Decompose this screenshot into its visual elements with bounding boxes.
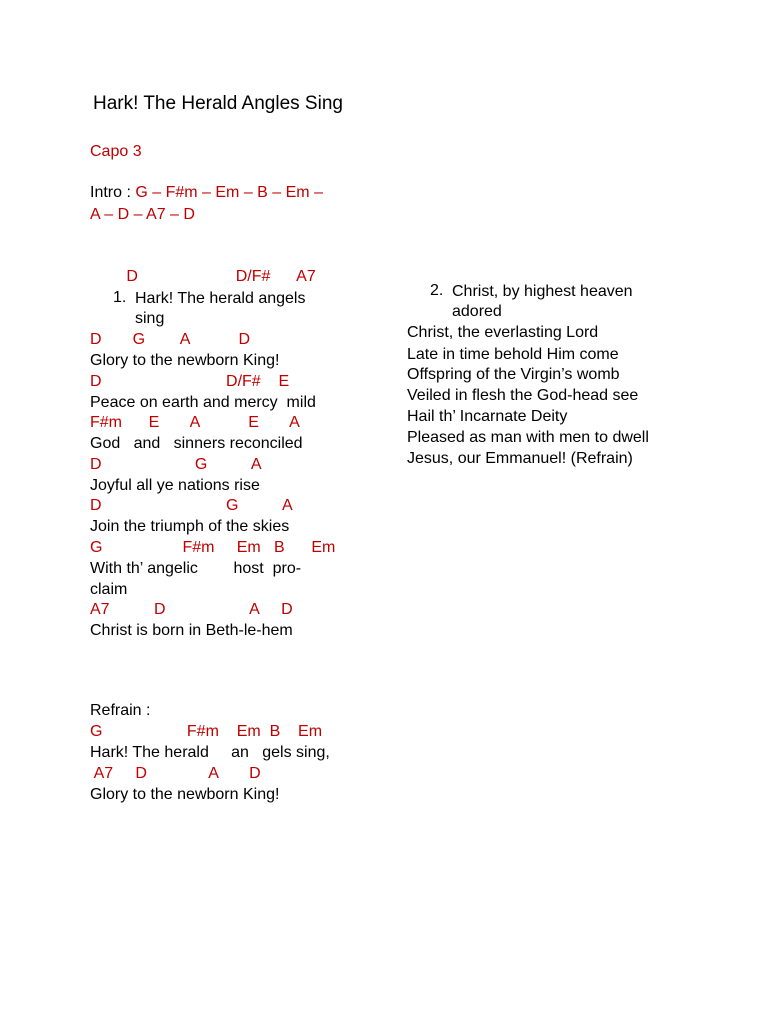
- lyric-line: Peace on earth and mercy mild: [90, 394, 316, 411]
- chord-line: F#m E A E A: [90, 414, 300, 431]
- chord-line: D G A: [90, 497, 293, 514]
- intro-label: Intro :: [90, 184, 136, 201]
- lyric-line: Pleased as man with men to dwell: [407, 429, 649, 446]
- refrain-label: Refrain :: [90, 702, 151, 719]
- verse-number: 2.: [430, 282, 444, 299]
- lyric-line: God and sinners reconciled: [90, 435, 303, 452]
- lyric-line: Hark! The herald angels: [135, 290, 306, 307]
- lyric-line: Glory to the newborn King!: [90, 352, 280, 369]
- lyric-line: Joyful all ye nations rise: [90, 477, 260, 494]
- lyric-line: Offspring of the Virgin’s womb: [407, 366, 620, 383]
- lyric-line: Christ is born in Beth-le-hem: [90, 622, 293, 639]
- chord-line: D G A: [90, 456, 262, 473]
- chord-line: A7 D A D: [90, 601, 293, 618]
- lyric-line: Christ, by highest heaven: [452, 283, 633, 300]
- intro: [90, 183, 323, 203]
- intro-chords-1: G – F#m – Em – B – Em –: [135, 184, 323, 201]
- lyric-line: sing: [135, 310, 165, 327]
- lyric-line: Veiled in flesh the God-head see: [407, 387, 639, 404]
- chord-line: D D/F# E: [90, 373, 290, 390]
- title: Hark! The Herald Angles Sing: [93, 93, 343, 114]
- lyric-line: Late in time behold Him come: [407, 346, 619, 363]
- chord-line: A7 D A D: [90, 765, 261, 782]
- chord-line: D D/F# A7: [113, 268, 316, 285]
- lyric-line: Jesus, our Emmanuel! (Refrain): [407, 450, 633, 467]
- lyric-line: Glory to the newborn King!: [90, 786, 280, 803]
- capo: Capo 3: [90, 143, 142, 160]
- lyric-line: Hail th’ Incarnate Deity: [407, 408, 568, 425]
- lyric-line: With th’ angelic host pro-: [90, 560, 302, 577]
- lyric-line: claim: [90, 581, 128, 598]
- lyric-line: Hark! The herald an gels sing,: [90, 744, 330, 761]
- chord-line: D G A D: [90, 331, 251, 348]
- lyric-line: Christ, the everlasting Lord: [407, 324, 599, 341]
- intro-chords-2: A – D – A7 – D: [90, 206, 195, 223]
- lyric-line: adored: [452, 303, 502, 320]
- verse-number: 1.: [113, 289, 127, 306]
- chord-line: G F#m Em B Em: [90, 723, 323, 740]
- lyric-line: Join the triumph of the skies: [90, 518, 290, 535]
- chord-line: G F#m Em B Em: [90, 539, 336, 556]
